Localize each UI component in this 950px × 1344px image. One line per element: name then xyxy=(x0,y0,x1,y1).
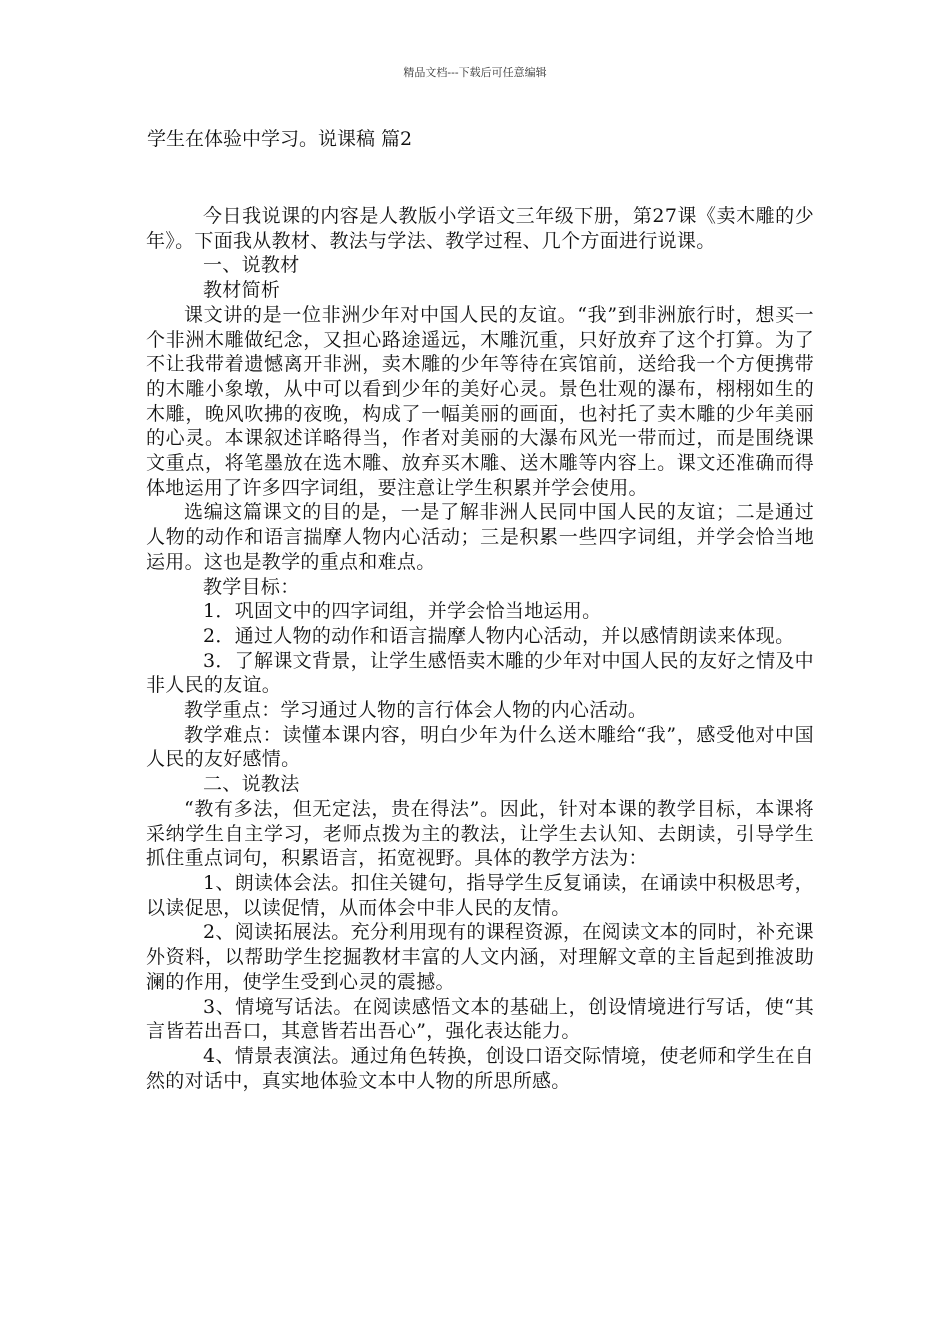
method-item-4: 4、情景表演法。通过角色转换，创设口语交际情境，使老师和学生在自然的对话中，真实地体验文本中人物的所思所感。 xyxy=(146,1044,814,1092)
goal-item-1: 1．巩固文中的四字词组，并学会恰当地运用。 xyxy=(203,600,602,623)
page-header: 精品文档---下载后可任意编辑 xyxy=(403,66,547,79)
goal-item-3: 3．了解课文背景，让学生感悟卖木雕的少年对中国人民的友好之情及中非人民的友谊。 xyxy=(146,649,814,697)
body-paragraph-story: 课文讲的是一位非洲少年对中国人民的友谊。“我”到非洲旅行时，想买一个非洲木雕做纪念，又担心路途遥远，木雕沉重，只好放弃了这个打算。为了不让我带着遗憾离开非洲，卖木雕的少年等待在宾馆前，送给我一个方便携带的木雕小象墩，从中可以看到少年的美好心灵。景色壮观的瀑布，栩栩如生的木雕，晚风吹拂的夜晚，构成了一幅美丽的画面，也衬托了卖木雕的少年美丽的心灵。本课叙述详略得当，作者对美丽的大瀑布风光一带而过，而是围绕课文重点，将笔墨放在选木雕、放弃买木雕、送木雕等内容上。课文还准确而得体地运用了许多四字词组，要注意让学生积累并学会使用。 xyxy=(146,303,814,499)
teaching-focus: 教学重点：学习通过人物的言行体会人物的内心活动。 xyxy=(184,699,648,722)
method-item-2: 2、阅读拓展法。充分利用现有的课程资源，在阅读文本的同时，补充课外资料，以帮助学生挖掘教材丰富的人文内涵，对理解文章的主旨起到推波助澜的作用，使学生受到心灵的震撼。 xyxy=(146,921,814,993)
method-item-3: 3、情境写话法。在阅读感悟文本的基础上，创设情境进行写话，使“其言皆若出吾口，其意皆若出吾心”，强化表达能力。 xyxy=(146,995,814,1043)
section-heading-methods: 二、说教法 xyxy=(203,773,300,796)
goal-item-2: 2．通过人物的动作和语言揣摩人物内心活动，并以感情朗读来体现。 xyxy=(203,624,795,647)
subheading-teaching-goals: 教学目标： xyxy=(203,575,300,598)
document-title: 学生在体验中学习。说课稿 篇2 xyxy=(147,128,413,150)
subheading-textbook-analysis: 教材简析 xyxy=(203,279,281,302)
teaching-difficulty: 教学难点：读懂本课内容，明白少年为什么送木雕给“我”，感受他对中国人民的友好感情。 xyxy=(146,723,814,771)
section-heading-textbook: 一、说教材 xyxy=(203,254,300,277)
method-item-1: 1、朗读体会法。扣住关键句，指导学生反复诵读，在诵读中积极思考，以读促思，以读促情，从而体会中非人民的友情。 xyxy=(146,871,814,919)
document-body xyxy=(146,204,814,1093)
intro-paragraph: 今日我说课的内容是人教版小学语文三年级下册，第27课《卖木雕的少年》。下面我从教材、教法与学法、教学过程、几个方面进行说课。 xyxy=(146,205,814,252)
body-paragraph-purpose: 选编这篇课文的目的是，一是了解非洲人民同中国人民的友谊；二是通过人物的动作和语言揣摩人物内心活动；三是积累一些四字词组，并学会恰当地运用。这也是教学的重点和难点。 xyxy=(146,501,814,573)
methods-intro: “教有多法，但无定法，贵在得法”。因此，针对本课的教学目标，本课将采纳学生自主学习，老师点拨为主的教法，让学生去认知、去朗读，引导学生抓住重点词句，积累语言，拓宽视野。具体的教学方法为： xyxy=(146,797,814,870)
